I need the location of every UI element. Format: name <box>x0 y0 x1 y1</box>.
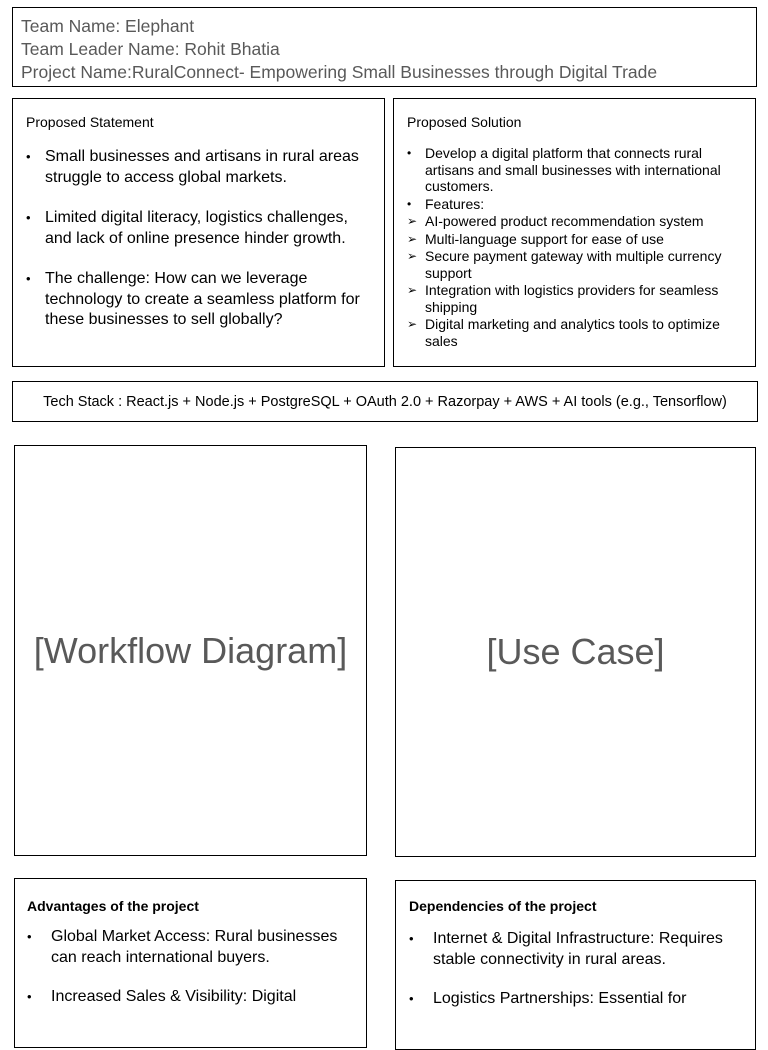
list-item: • Logistics Partnerships: Essential for <box>409 989 743 1010</box>
list-item: • Small businesses and artisans in rural areas struggle to access global markets. <box>26 148 359 186</box>
bullet-icon: • <box>409 931 414 946</box>
statement-list <box>26 147 372 331</box>
list-item: ➢ AI-powered product recommendation system <box>407 213 704 229</box>
proposed-statement-box <box>12 98 385 367</box>
advantages-title: Advantages of the project <box>27 898 199 914</box>
list-item: ➢ Multi-language support for ease of use <box>407 230 664 247</box>
use-case-placeholder: [Use Case] <box>486 631 665 672</box>
list-item: ➢ Secure payment gateway with multiple currency support <box>407 248 722 281</box>
advantages-box <box>14 878 367 1048</box>
arrow-bullet-icon: ➢ <box>407 283 418 297</box>
workflow-diagram-placeholder: [Workflow Diagram] <box>33 629 348 671</box>
arrow-bullet-icon: ➢ <box>407 317 418 331</box>
list-item: • Develop a digital platform that connects rural artisans and small businesses with international customers. <box>407 145 721 194</box>
list-item: • Global Market Access: Rural businesses can reach international buyers. <box>27 928 338 966</box>
bullet-icon: • <box>27 929 32 944</box>
list-item: ➢ Integration with logistics providers for seamless shipping <box>407 282 719 315</box>
list-item: • Limited digital literacy, logistics challenges, and lack of online presence hinder growth. <box>26 209 348 247</box>
use-case-box <box>395 447 756 857</box>
team-name: Team Name: Elephant <box>21 16 195 36</box>
arrow-bullet-icon: ➢ <box>407 231 418 246</box>
arrow-bullet-icon: ➢ <box>407 249 418 263</box>
proposed-solution-title: Proposed Solution <box>407 114 522 130</box>
bullet-icon: • <box>26 271 31 286</box>
tech-stack-text: Tech Stack : React.js + Node.js + PostgreSQL + OAuth 2.0 + Razorpay + AWS + AI tools (e.g., Tensorflow) <box>43 393 727 410</box>
team-leader-name: Team Leader Name: Rohit Bhatia <box>21 39 280 59</box>
dependencies-list <box>409 929 743 1010</box>
dependencies-box <box>395 880 756 1050</box>
dependencies-title: Dependencies of the project <box>409 898 597 914</box>
list-item: • Internet & Digital Infrastructure: Requires stable connectivity in rural areas. <box>409 930 723 968</box>
proposed-statement-title: Proposed Statement <box>26 114 154 130</box>
advantages-list <box>27 927 354 1008</box>
arrow-bullet-icon: ➢ <box>407 214 418 228</box>
header-box <box>12 7 757 87</box>
solution-list <box>407 145 747 349</box>
list-item: • The challenge: How can we leverage technology to create a seamless platform for these businesses to sell globally? <box>26 270 360 328</box>
list-item: • Increased Sales & Visibility: Digital <box>27 987 354 1008</box>
bullet-icon: • <box>407 146 412 160</box>
list-item: • Features: <box>407 195 485 212</box>
bullet-icon: • <box>409 991 414 1006</box>
bullet-icon: • <box>26 210 31 225</box>
list-item: ➢ Digital marketing and analytics tools to optimize sales <box>407 316 720 349</box>
bullet-icon: • <box>27 989 32 1004</box>
bullet-icon: • <box>407 196 412 211</box>
project-name: Project Name:RuralConnect- Empowering Small Businesses through Digital Trade <box>21 62 658 82</box>
proposed-solution-box <box>393 98 756 367</box>
bullet-icon: • <box>26 149 31 164</box>
workflow-diagram-box <box>14 445 367 856</box>
tech-stack-box <box>12 381 758 422</box>
